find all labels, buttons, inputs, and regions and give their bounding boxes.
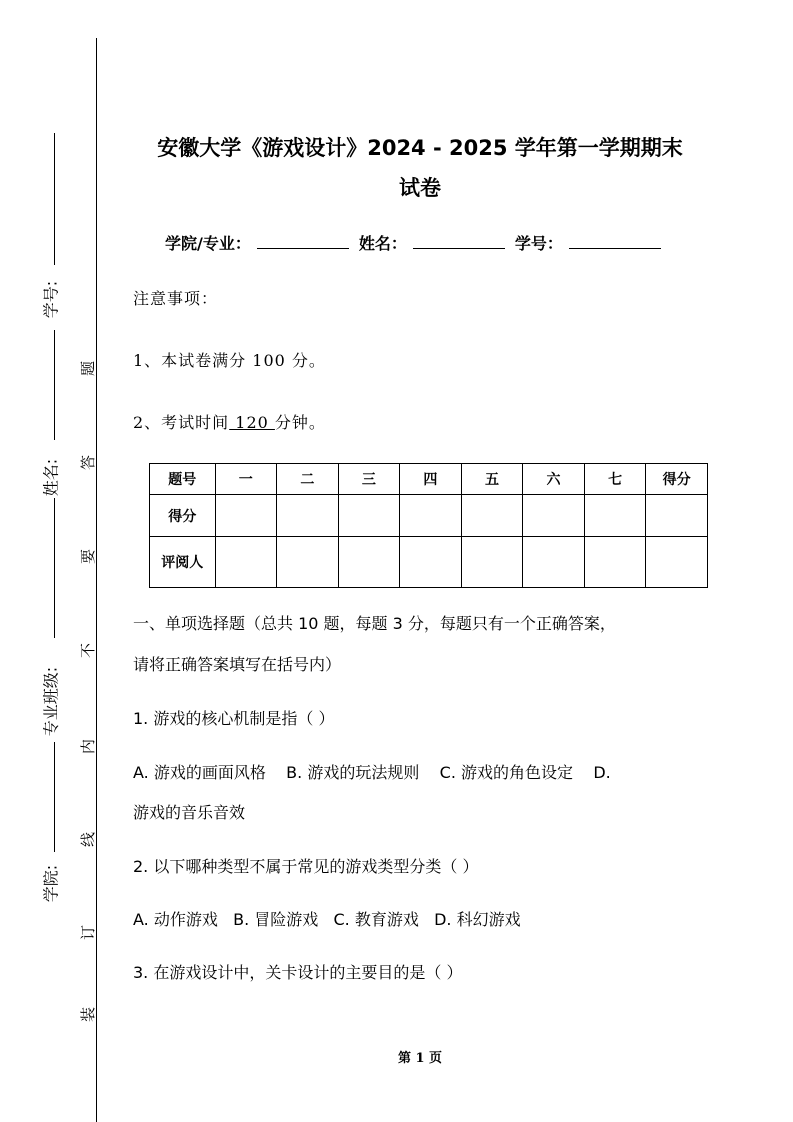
college-major-blank[interactable]: [257, 235, 349, 249]
table-header: 二: [277, 464, 339, 495]
question-2-options: A. 动作游戏 B. 冒险游戏 C. 教育游戏 D. 科幻游戏: [133, 910, 521, 929]
binding-line: [96, 38, 97, 1122]
question-3: 3. 在游戏设计中，关卡设计的主要目的是（ ）: [133, 963, 463, 982]
student-id-blank[interactable]: [569, 235, 661, 249]
table-header: 得分: [646, 464, 708, 495]
score-cell[interactable]: [400, 495, 462, 537]
row-label: 评阅人: [150, 537, 216, 588]
table-header: 五: [461, 464, 523, 495]
seal-char: 装: [79, 1006, 98, 1023]
score-cell[interactable]: [584, 495, 646, 537]
score-cell[interactable]: [523, 495, 585, 537]
note-2: [133, 410, 326, 433]
seal-char: 题: [79, 360, 98, 377]
note-1: 1、本试卷满分 100 分。: [133, 351, 326, 370]
table-header: 三: [338, 464, 400, 495]
note-2-pre: 2、考试时间: [133, 413, 230, 432]
exam-duration: 120: [229, 413, 275, 432]
seal-char: 内: [79, 738, 98, 755]
college-major-label: 学院/专业：: [165, 234, 251, 253]
page-number: 第 1 页: [397, 1051, 443, 1066]
seal-char: 答: [79, 454, 98, 471]
reviewer-cell[interactable]: [523, 537, 585, 588]
field-line: [54, 330, 55, 440]
seal-char: 订: [79, 924, 98, 941]
table-header: 四: [400, 464, 462, 495]
student-id-label: 学号:: [41, 280, 61, 319]
note-2-post: 分钟。: [274, 413, 326, 432]
question-1-options: A. 游戏的画面风格 B. 游戏的玩法规则 C. 游戏的角色设定 D.: [133, 763, 611, 782]
table-header: 六: [523, 464, 585, 495]
notes-heading: 注意事项：: [133, 289, 219, 308]
seal-char: 不: [79, 642, 98, 659]
field-line: [54, 742, 55, 852]
exam-title-line2: 试卷: [399, 176, 441, 200]
table-header: 题号: [150, 464, 216, 495]
major-class-label: 专业班级:: [41, 666, 61, 737]
reviewer-cell[interactable]: [584, 537, 646, 588]
section-title: 一、单项选择题（总共 10 题，每题 3 分，每题只有一个正确答案，: [133, 614, 616, 633]
college-label: 学院:: [41, 864, 61, 903]
score-cell[interactable]: [277, 495, 339, 537]
reviewer-cell[interactable]: [277, 537, 339, 588]
question-2: 2. 以下哪种类型不属于常见的游戏类型分类（ ）: [133, 857, 479, 876]
section-title-cont: 请将正确答案填写在括号内）: [133, 655, 342, 674]
reviewer-cell[interactable]: [215, 537, 277, 588]
question-1-options-cont: 游戏的音乐音效: [133, 803, 246, 822]
reviewer-cell[interactable]: [646, 537, 708, 588]
exam-title: 安徽大学《游戏设计》2024 - 2025 学年第一学期期末: [157, 136, 683, 160]
table-header: 七: [584, 464, 646, 495]
name-label: 姓名：: [358, 234, 407, 253]
field-line: [54, 133, 55, 265]
student-info: [165, 231, 671, 254]
row-label: 得分: [150, 495, 216, 537]
student-id-label: 学号：: [514, 234, 563, 253]
reviewer-cell[interactable]: [338, 537, 400, 588]
name-label: 姓名:: [41, 458, 61, 497]
field-line: [54, 498, 55, 638]
reviewer-cell[interactable]: [461, 537, 523, 588]
seal-char: 要: [79, 548, 98, 565]
table-header: 一: [215, 464, 277, 495]
score-cell[interactable]: [646, 495, 708, 537]
name-blank[interactable]: [413, 235, 505, 249]
score-cell[interactable]: [215, 495, 277, 537]
question-1: 1. 游戏的核心机制是指（ ）: [133, 709, 335, 728]
reviewer-cell[interactable]: [400, 537, 462, 588]
score-cell[interactable]: [461, 495, 523, 537]
score-cell[interactable]: [338, 495, 400, 537]
seal-char: 线: [79, 831, 98, 848]
score-table: [149, 463, 708, 588]
